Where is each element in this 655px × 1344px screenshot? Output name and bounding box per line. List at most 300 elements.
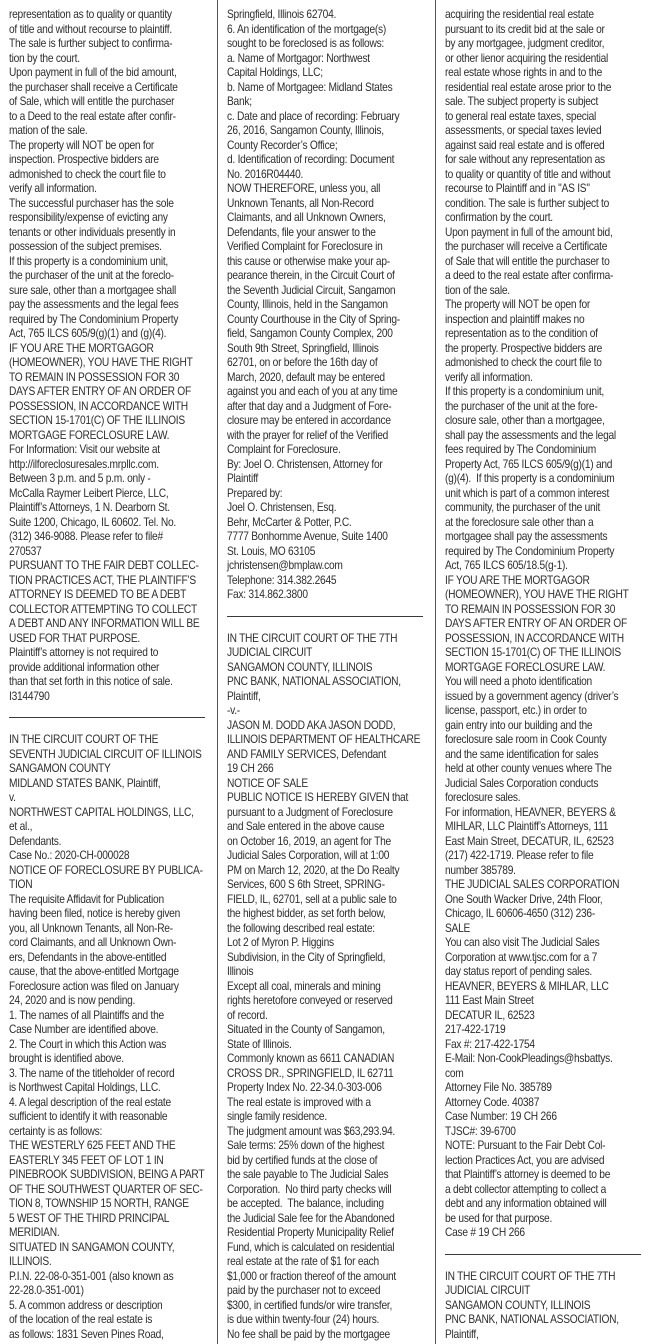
- text-line: [9, 1037, 215, 1052]
- text-line: [9, 1225, 215, 1240]
- text-line: [445, 660, 652, 675]
- text-line-content: SANGAMON COUNTY, ILLINOIS: [445, 1297, 591, 1312]
- text-line-content: MIHLAR, LLC Plaintiff’s Attorneys, 111: [445, 819, 609, 833]
- text-line: [9, 631, 215, 646]
- text-line: [9, 1327, 215, 1342]
- text-line: [227, 964, 433, 979]
- notice-column-3: [436, 0, 654, 1344]
- text-line: [445, 283, 652, 298]
- text-line: [445, 645, 652, 660]
- text-line: [227, 51, 433, 66]
- text-line: [9, 1298, 215, 1313]
- text-line: [227, 703, 433, 718]
- text-line-content: provide additional information other: [9, 659, 160, 674]
- text-line: [445, 167, 652, 182]
- text-line-content: No. 2016R04440.: [227, 166, 304, 181]
- text-line-content: sale. The subject property is subject: [445, 94, 599, 108]
- text-line-content: et al.,: [9, 819, 33, 833]
- text-line: [9, 312, 215, 327]
- text-line: [9, 848, 215, 863]
- text-line: [227, 834, 433, 849]
- text-line: [445, 109, 652, 124]
- text-line-content: than that set forth in this notice of sale.: [9, 674, 173, 688]
- text-line: [9, 660, 215, 675]
- text-line: [9, 747, 215, 762]
- text-line: [445, 1138, 652, 1153]
- text-line-content: McCalla Raymer Leibert Pierce, LLC,: [9, 485, 169, 500]
- text-line: [445, 36, 652, 51]
- text-line-content: b. Name of Mortgagee: Midland States: [227, 79, 393, 94]
- text-line-content: Joel O. Christensen, Esq.: [227, 500, 337, 514]
- text-line-content: Act, 765 ILCS 605/18.5(g-1).: [445, 558, 568, 572]
- text-line-content: Chicago, IL 60606-4650 (312) 236-: [445, 906, 595, 920]
- text-line-content: County, Illinois, held in the Sangamon: [227, 297, 388, 311]
- text-line: [9, 1269, 215, 1284]
- text-line: [445, 747, 652, 762]
- text-line-content: bid by certified funds at the close of: [227, 1152, 378, 1167]
- text-line-content: 6. An identification of the mortgage(s): [227, 21, 387, 36]
- text-line: [227, 283, 433, 298]
- text-line: [9, 935, 215, 950]
- text-line-content: The judgment amount was $63,293.94.: [227, 1123, 395, 1138]
- text-line-content: pay the assessments and the legal fees: [9, 297, 179, 311]
- text-line-content: IN THE CIRCUIT COURT OF THE: [9, 732, 159, 746]
- text-line-content: brought is identified above.: [9, 1051, 124, 1065]
- text-line-content: Springfield, Illinois 62704.: [227, 7, 337, 21]
- text-line: [9, 500, 215, 515]
- text-line-content: NOTICE OF SALE: [227, 775, 308, 790]
- text-line: [227, 1312, 433, 1327]
- text-line-content: cord Claimants, and all Unknown Own-: [9, 935, 177, 949]
- text-line: [445, 877, 652, 892]
- text-line: [9, 457, 215, 472]
- text-line: [9, 80, 215, 95]
- text-line-content: PINEBROOK SUBDIVISION, BEING A PART: [9, 1167, 205, 1181]
- text-line: [445, 718, 652, 733]
- text-line-content: 5. A common address or description: [9, 1297, 163, 1312]
- text-line-content: IF YOU ARE THE MORTGAGOR: [9, 340, 154, 355]
- text-line-content: 26, 2016, Sangamon County, Illinois,: [227, 123, 384, 137]
- text-line-content: the Seventh Judicial Circuit, Sangamon: [227, 282, 396, 297]
- text-line: [227, 747, 433, 762]
- text-line: [227, 892, 433, 907]
- text-line-content: of the location of the real estate is: [9, 1312, 153, 1326]
- text-line: [445, 732, 652, 747]
- text-line-content: to quality or quantity of title and without: [445, 166, 611, 181]
- text-line: [445, 979, 652, 994]
- text-line-content: pearance therein, in the Circuit Court of: [227, 268, 395, 282]
- text-line: [445, 1327, 652, 1342]
- text-line-content: 24, 2020 and is now pending.: [9, 993, 136, 1007]
- text-line: [445, 544, 652, 559]
- text-line: [9, 1124, 215, 1139]
- text-line-content: held at other county venues where The: [445, 761, 612, 775]
- text-line: [227, 529, 433, 544]
- text-line: [9, 239, 215, 254]
- text-line: [9, 181, 215, 196]
- text-line: [227, 152, 433, 167]
- text-line: [227, 819, 433, 834]
- text-line: [227, 500, 433, 515]
- text-line-content: Attorney File No. 385789: [445, 1080, 552, 1094]
- text-line-content: http://ilforeclosuresales.mrpllc.com.: [9, 456, 159, 471]
- text-line-content: MORTGAGE FORECLOSURE LAW.: [9, 427, 170, 442]
- text-line-content: real estate whose rights in and to the: [445, 65, 603, 79]
- text-line-content: the purchaser will receive a Certificate: [445, 239, 608, 253]
- text-line-content: and the same identification for sales: [445, 746, 599, 761]
- text-line-content: JUDICIAL CIRCUIT: [445, 1283, 531, 1297]
- text-line-content: NOTE: Pursuant to the Fair Debt Col-: [445, 1138, 606, 1152]
- text-line: [9, 1182, 215, 1197]
- text-line: [9, 689, 215, 704]
- text-line: [9, 138, 215, 153]
- text-line-content: c. Date and place of recording: February: [227, 108, 400, 123]
- text-line: [227, 877, 433, 892]
- text-line-content: for sale without any representation as: [445, 152, 605, 166]
- text-line: [9, 1022, 215, 1037]
- text-line: [9, 341, 215, 356]
- text-line-content: admonished to check the court file to: [445, 355, 602, 369]
- text-line-content: inspection and plaintiff makes no: [445, 311, 585, 326]
- text-line: [227, 732, 433, 747]
- text-line: [9, 326, 215, 341]
- text-line: [9, 732, 215, 747]
- text-line: [227, 1196, 433, 1211]
- text-line-content: I3144790: [9, 688, 50, 703]
- text-line: [445, 1269, 652, 1284]
- text-line-content: 217-422-1719: [445, 1022, 506, 1036]
- text-line-content: PNC BANK, NATIONAL ASSOCIATION,: [227, 674, 401, 688]
- text-line-content: rights heretofore conveyed or reserved: [227, 993, 393, 1007]
- text-line-content: is Northwest Capital Holdings, LLC.: [9, 1080, 161, 1094]
- text-line: [227, 1167, 433, 1182]
- text-line-content: fees required by The Condominium: [445, 442, 596, 456]
- text-line-content: that Plaintiff’s attorney is deemed to be: [445, 1167, 611, 1181]
- text-line-content: Services, 600 S 6th Street, SPRING-: [227, 877, 385, 891]
- divider-rule: [445, 1254, 641, 1255]
- text-line: [445, 1312, 652, 1327]
- text-line: [227, 312, 433, 327]
- text-line: [9, 7, 215, 22]
- text-line: [9, 964, 215, 979]
- text-line: [9, 1211, 215, 1226]
- text-line-content: TION: [9, 877, 33, 891]
- text-line: [227, 457, 433, 472]
- text-line: [445, 587, 652, 602]
- text-line: [445, 1051, 652, 1066]
- text-line-content: TION 8, TOWNSHIP 15 NORTH, RANGE: [9, 1196, 189, 1210]
- text-line-content: the sale payable to The Judicial Sales: [227, 1167, 389, 1181]
- text-line-content: HEAVNER, BEYERS & MIHLAR, LLC: [445, 978, 609, 993]
- text-line-content: number 385789.: [445, 862, 516, 877]
- text-line: [227, 921, 433, 936]
- text-line-content: SANGAMON COUNTY, ILLINOIS: [227, 659, 373, 674]
- text-line-content: ILLINOIS DEPARTMENT OF HEALTHCARE: [227, 732, 421, 746]
- text-line-content: the purchaser of the unit at the fore-: [445, 398, 598, 413]
- text-line: [9, 268, 215, 283]
- text-line: [9, 36, 215, 51]
- text-line: [227, 1254, 433, 1269]
- text-line: [227, 993, 433, 1008]
- text-line: [227, 1008, 433, 1023]
- text-line-content: OF THE SOUTHWEST QUARTER OF SEC-: [9, 1181, 203, 1196]
- text-line: [9, 370, 215, 385]
- notice-column-2: [218, 0, 436, 1344]
- text-line-content: of Sale that will entitle the purchaser to: [445, 253, 610, 268]
- text-line-content: For information, HEAVNER, BEYERS &: [445, 804, 616, 819]
- text-line: [445, 1153, 652, 1168]
- text-line-content: tenants or other individuals presently in: [9, 224, 176, 239]
- text-line-content: a debt collector attempting to collect a: [445, 1181, 607, 1196]
- text-line: [445, 312, 652, 327]
- text-line: [445, 94, 652, 109]
- text-line-content: SITUATED IN SANGAMON COUNTY,: [9, 1239, 175, 1254]
- text-line: [227, 65, 433, 80]
- text-line-content: tion of the sale.: [445, 282, 510, 297]
- text-line: [227, 109, 433, 124]
- text-line: [227, 1211, 433, 1226]
- text-line-content: Prepared by:: [227, 485, 283, 500]
- text-line: [445, 921, 652, 936]
- text-line-content: after that day and a Judgment of Fore-: [227, 398, 392, 413]
- text-line-content: IN THE CIRCUIT COURT OF THE 7TH: [227, 630, 398, 645]
- text-line-content: The property will NOT be open for: [445, 297, 591, 311]
- text-line-content: One South Wacker Drive, 24th Floor,: [445, 891, 603, 906]
- text-line-content: inspection. Prospective bidders are: [9, 152, 159, 166]
- text-line: [227, 674, 433, 689]
- text-line-content: TO REMAIN IN POSSESSION FOR 30: [9, 369, 180, 384]
- text-line-content: as follows: 1831 Seven Pines Road,: [9, 1326, 164, 1341]
- text-line-content: You can also visit The Judicial Sales: [445, 935, 600, 949]
- text-line: [445, 399, 652, 414]
- text-line-content: If this property is a condominium unit,: [445, 384, 605, 398]
- text-line-content: MIDLAND STATES BANK, Plaintiff,: [9, 775, 161, 790]
- text-line: [445, 1182, 652, 1197]
- text-line-content: against said real estate and is offered: [445, 137, 605, 152]
- text-line: [227, 1037, 433, 1052]
- text-line: [9, 616, 215, 631]
- text-line-content: Commonly known as 6611 CANADIAN: [227, 1051, 395, 1065]
- text-line-content: acquiring the residential real estate: [445, 7, 594, 21]
- text-line: [445, 1124, 652, 1139]
- text-line: [227, 1283, 433, 1298]
- text-line-content: Fund, which is calculated on residential: [227, 1239, 395, 1254]
- divider-rule: [227, 616, 423, 617]
- text-line: [9, 1240, 215, 1255]
- text-line: [445, 1037, 652, 1052]
- text-line-content: the highest bidder, as set forth below,: [227, 906, 386, 920]
- text-line-content: the purchaser shall receive a Certificate: [9, 79, 178, 94]
- text-line-content: CROSS DR., SPRINGFIELD, IL 62711: [227, 1065, 394, 1080]
- text-line: [445, 964, 652, 979]
- text-line: [227, 442, 433, 457]
- text-line-content: POSSESSION, IN ACCORDANCE WITH: [445, 630, 624, 645]
- text-line-content: The real estate is improved with a: [227, 1094, 371, 1109]
- text-line: [9, 674, 215, 689]
- text-line-content: COLLECTOR ATTEMPTING TO COLLECT: [9, 601, 198, 616]
- text-line: [445, 558, 652, 573]
- text-line: [9, 979, 215, 994]
- text-line-content: Case # 19 CH 266: [445, 1225, 525, 1239]
- text-line-content: pursuant to its credit bid at the sale or: [445, 21, 605, 36]
- text-line: [445, 689, 652, 704]
- text-line: [9, 892, 215, 907]
- text-line-content: or other lienor acquiring the residential: [445, 50, 609, 65]
- text-line-content: required by The Condominium Property: [445, 543, 615, 558]
- text-line-content: Plaintiff,: [445, 1326, 479, 1341]
- text-line: [227, 573, 433, 588]
- text-line-content: of Sale, which will entitle the purchaser: [9, 94, 175, 108]
- text-line: [445, 384, 652, 399]
- text-line-content: A DEBT AND ANY INFORMATION WILL BE: [9, 616, 200, 630]
- text-line: [445, 457, 652, 472]
- text-line-content: The successful purchaser has the sole: [9, 195, 174, 210]
- text-line-content: (HOMEOWNER), YOU HAVE THE RIGHT: [9, 355, 193, 369]
- text-line: [227, 1124, 433, 1139]
- text-line: [9, 573, 215, 588]
- text-line: [227, 1225, 433, 1240]
- divider-rule: [9, 717, 205, 718]
- text-line-content: JUDICIAL CIRCUIT: [227, 645, 313, 659]
- text-line-content: representation as to the condition of: [445, 326, 598, 340]
- text-line: [227, 1182, 433, 1197]
- text-line-content: pursuant to a Judgment of Foreclosure: [227, 804, 393, 819]
- text-line-content: Fax: 314.862.3800: [227, 587, 308, 601]
- text-line-content: For Information: Visit our website at: [9, 442, 160, 456]
- text-line: [227, 471, 433, 486]
- text-line: [445, 341, 652, 356]
- text-line-content: the property. Prospective bidders are: [445, 340, 603, 355]
- text-line: [9, 1066, 215, 1081]
- text-line: [445, 1196, 652, 1211]
- text-line: [445, 1022, 652, 1037]
- text-line-content: be used for that purpose.: [445, 1210, 553, 1225]
- text-line: [9, 906, 215, 921]
- text-line: [445, 1283, 652, 1298]
- text-line-content: County Courthouse in the City of Spring-: [227, 311, 400, 326]
- text-line: [9, 123, 215, 138]
- text-line-content: Plaintiff: [227, 471, 258, 485]
- text-line-content: with the prayer for relief of the Verified: [227, 427, 389, 442]
- text-line: [227, 515, 433, 530]
- text-line: [227, 631, 433, 646]
- text-line-content: Attorney Code. 40387: [445, 1094, 540, 1109]
- text-line: [227, 254, 433, 269]
- section-divider: [227, 602, 433, 631]
- text-line: [227, 80, 433, 95]
- text-line-content: assessments, or special taxes levied: [445, 123, 602, 137]
- text-line: [9, 152, 215, 167]
- text-line-content: Upon payment in full of the amount bid,: [445, 224, 613, 239]
- text-line-content: at the foreclosure sale other than a: [445, 514, 594, 529]
- text-line: [9, 210, 215, 225]
- text-line: [9, 863, 215, 878]
- text-line: [227, 210, 433, 225]
- text-line-content: Telephone: 314.382.2645: [227, 572, 337, 587]
- text-line: [9, 254, 215, 269]
- text-line-content: sufficient to identify it with reasonable: [9, 1109, 168, 1123]
- text-line: [445, 1008, 652, 1023]
- text-line-content: Residential Property Municipality Relief: [227, 1225, 394, 1239]
- text-line: [9, 587, 215, 602]
- text-line-content: shall pay the assessments and the legal: [445, 427, 616, 442]
- text-line-content: Property Act, 765 ILCS 605/9(g)(1) and: [445, 456, 613, 471]
- text-line: [227, 1138, 433, 1153]
- text-line: [9, 515, 215, 530]
- text-line-content: Foreclosure action was filed on January: [9, 978, 179, 993]
- text-line: [9, 428, 215, 443]
- text-line: [227, 1095, 433, 1110]
- text-line: [9, 297, 215, 312]
- text-line: [445, 776, 652, 791]
- text-line: [445, 602, 652, 617]
- text-line-content: representation as to quality or quantity: [9, 7, 172, 21]
- text-line-content: a deed to the real estate after confirma-: [445, 268, 614, 282]
- text-line-content: be accepted. The balance, including: [227, 1196, 384, 1210]
- text-line-content: Capital Holdings, LLC;: [227, 65, 323, 79]
- text-line: [445, 1225, 652, 1240]
- text-line: [445, 834, 652, 849]
- text-line-content: South 9th Street, Springfield, Illinois: [227, 340, 379, 355]
- text-line: [227, 1269, 433, 1284]
- text-line-content: DECATUR IL, 62523: [445, 1007, 535, 1022]
- text-line-content: IN THE CIRCUIT COURT OF THE 7TH: [445, 1268, 616, 1283]
- text-line: [445, 1167, 652, 1182]
- text-line: [227, 558, 433, 573]
- text-line: [227, 196, 433, 211]
- text-line-content: day status report of pending sales.: [445, 964, 593, 978]
- text-line: [445, 268, 652, 283]
- text-line-content: sought to be foreclosed is as follows:: [227, 36, 385, 50]
- text-line: [9, 196, 215, 211]
- text-line: [445, 790, 652, 805]
- text-line-content: Situated in the County of Sangamon,: [227, 1022, 385, 1036]
- text-line: [9, 109, 215, 124]
- text-line-content: Act, 765 ILCS 605/9(g)(1) and (g)(4).: [9, 326, 167, 340]
- text-line-content: unit which is part of a common interest: [445, 485, 610, 500]
- text-line: [9, 486, 215, 501]
- text-line: [9, 442, 215, 457]
- text-line-content: State of Illinois.: [227, 1036, 292, 1051]
- text-line-content: possession of the subject premises.: [9, 239, 162, 253]
- text-line: [445, 573, 652, 588]
- section-divider: [445, 1240, 652, 1269]
- text-line-content: PURSUANT TO THE FAIR DEBT COLLEC-: [9, 558, 199, 572]
- text-line: [227, 181, 433, 196]
- text-line: [9, 94, 215, 109]
- text-line: [445, 935, 652, 950]
- text-line: [9, 761, 215, 776]
- text-line: [227, 36, 433, 51]
- text-line: [227, 1327, 433, 1342]
- text-line-content: (HOMEOWNER), YOU HAVE THE RIGHT: [445, 587, 629, 601]
- text-line: [9, 471, 215, 486]
- text-line: [9, 790, 215, 805]
- text-line: [227, 486, 433, 501]
- text-line: [445, 210, 652, 225]
- text-line: [9, 819, 215, 834]
- text-line: [227, 1022, 433, 1037]
- text-line-content: ATTORNEY IS DEEMED TO BE A DEBT: [9, 587, 187, 601]
- text-line-content: JASON M. DODD AKA JASON DODD,: [227, 717, 396, 732]
- text-line-content: the Judicial Sale fee for the Abandoned: [227, 1210, 395, 1225]
- text-line: [227, 123, 433, 138]
- text-line-content: 2. The Court in which this Action was: [9, 1036, 167, 1051]
- text-line-content: 3. The name of the titleholder of record: [9, 1065, 175, 1080]
- text-line-content: By: Joel O. Christensen, Attorney for: [227, 456, 383, 471]
- text-line-content: certainty is as follows:: [9, 1123, 103, 1138]
- text-line: [445, 51, 652, 66]
